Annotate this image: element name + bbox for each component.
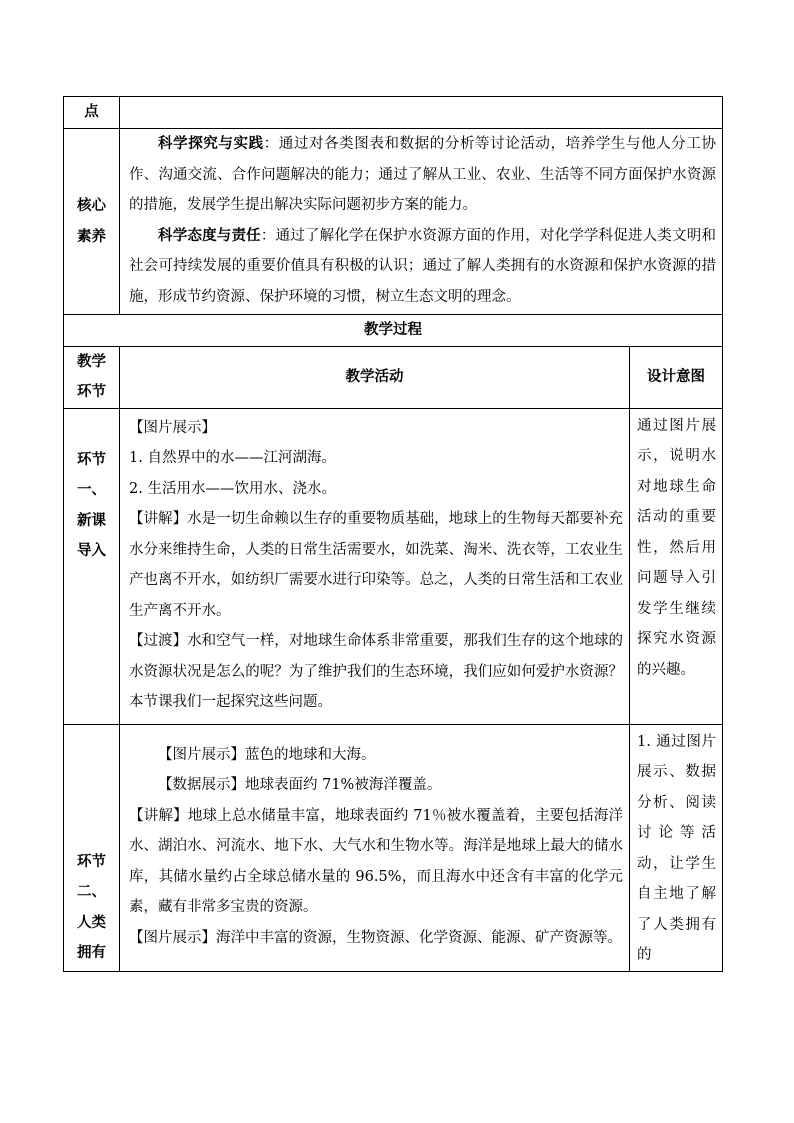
key-point-label: 点 bbox=[64, 97, 120, 129]
lesson-plan-table bbox=[63, 96, 723, 972]
row-stage-2 bbox=[64, 724, 723, 971]
core-p1-text: ：通过对各类图表和数据的分析等讨论活动，培养学生与他人分工协作、沟通交流、合作问题解决的能力；通过了解从工业、农业、生活等不同方面保护水资源的措施，发展学生提出解决实际问题初步方案的能力。 bbox=[129, 136, 717, 213]
stage-2-label: 环节二、人类拥有 bbox=[64, 724, 120, 971]
stage-2-line: 【图片展示】海洋中丰富的资源，生物资源、化学资源、能源、矿产资源等。 bbox=[129, 929, 622, 946]
stage-1-line: 2. 生活用水——饮用水、浇水。 bbox=[129, 480, 336, 497]
stage-1-line: 【过渡】水和空气一样，对地球生命体系非常重要，那我们生存的这个地球的水资源状况是怎么的呢？为了维护我们的生态环境，我们应如何爱护水资源？本节课我们一起探究这些问题。 bbox=[129, 633, 623, 710]
stage-2-design: 1. 通过图片展示、数据分析、阅读讨论等活动，让学生自主地了解了人类拥有的 bbox=[630, 724, 723, 971]
row-key-point bbox=[64, 97, 723, 129]
stage-1-line: 【图片展示】 bbox=[129, 419, 216, 436]
core-literacy-label: 核心素养 bbox=[64, 129, 120, 315]
row-process-header bbox=[64, 315, 723, 347]
row-column-headers bbox=[64, 346, 723, 408]
col-stage-header: 教学环节 bbox=[64, 346, 120, 408]
stage-1-activity bbox=[120, 408, 630, 724]
core-p2-text: ：通过了解化学在保护水资源方面的作用，对化学学科促进人类文明和社会可持续发展的重要价值具有积极的认识；通过了解人类拥有的水资源和保护水资源的措施，形成节约资源、保护环境的习惯，树立生态文明的理念。 bbox=[129, 227, 717, 305]
col-design-header: 设计意图 bbox=[630, 346, 723, 408]
col-activity-header: 教学活动 bbox=[120, 346, 630, 408]
stage-2-line: 【讲解】地球上总水储量丰富，地球表面约 71％被水覆盖着，主要包括海洋水、湖泊水、河流水、地下水、大气水和生物水等。海洋是地球上最大的储水库，其储水量约占全球总储水量的 96.5%，而且海水中还含有丰富的化学元素，藏有非常多宝贵的资源。 bbox=[129, 807, 623, 916]
stage-1-line: 【讲解】水是一切生命赖以生存的重要物质基础，地球上的生物每天都要补充水分来维持生命，人类的日常生活需要水，如洗菜、淘米、洗衣等，工农业生产也离不开水，如纺织厂需要水进行印染等。总之，人类的日常生活和工农业生产离不开水。 bbox=[129, 511, 623, 619]
stage-1-label: 环节一、新课导入 bbox=[64, 408, 120, 724]
core-p1-heading: 科学探究与实践 bbox=[158, 135, 264, 152]
stage-1-line: 1. 自然界中的水——江河湖海。 bbox=[129, 450, 336, 466]
teaching-process-heading: 教学过程 bbox=[64, 315, 723, 347]
lesson-plan-page bbox=[63, 96, 722, 972]
core-p2-heading: 科学态度与责任 bbox=[158, 226, 261, 244]
row-core-literacy bbox=[64, 129, 723, 315]
stage-2-line: 【数据展示】地球表面约 71%被海洋覆盖。 bbox=[158, 777, 442, 794]
row-stage-1 bbox=[64, 408, 723, 724]
core-literacy-content bbox=[120, 129, 723, 315]
key-point-content bbox=[120, 97, 723, 129]
stage-2-line: 【图片展示】蓝色的地球和大海。 bbox=[158, 746, 376, 763]
stage-1-design: 通过图片展示，说明水对地球生命活动的重要性，然后用问题导入引发学生继续探究水资源的兴趣。 bbox=[630, 408, 723, 724]
stage-2-activity bbox=[120, 724, 630, 971]
